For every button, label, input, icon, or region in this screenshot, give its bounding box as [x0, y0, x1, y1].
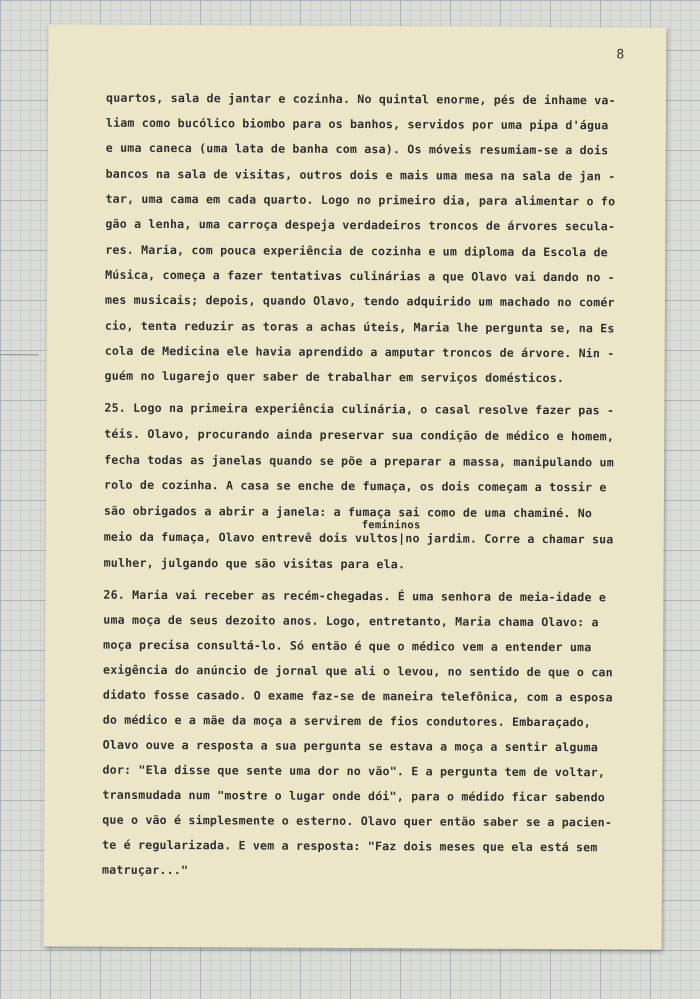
text-line: que o vão é simplesmente o esterno. Olavo quer então saber se a pacien-	[102, 812, 613, 830]
text-line: e uma caneca (uma lata de banha com asa). Os móveis resumiam-se a dois	[105, 140, 609, 158]
text-line: cola de Medicina ele havia aprendido a amputar troncos de árvore. Nin -	[104, 343, 615, 361]
text-line: 25. Logo na primeira experiência culinária, o casal resolve fazer pas -	[104, 400, 615, 418]
text-line: te é regularizada. E vem a resposta: "Faz dois meses que ela está sem	[102, 837, 598, 855]
text-line: cio, tenta reduzir as toras a achas úteis, Maria lhe pergunta se, na Es	[104, 318, 615, 336]
paragraph-26	[101, 587, 623, 878]
typed-insertion: femininos	[361, 519, 421, 532]
text-line: fecha todas as janelas quando se põe a preparar a massa, manipulando um	[104, 452, 614, 470]
text-line: rolo de cozinha. A casa se enche de fumaça, os dois começam a tossir e	[103, 477, 607, 495]
text-line: Olavo ouve a resposta a sua pergunta se estava a moça a sentir alguma	[102, 737, 599, 755]
text-line: guém no lugarejo quer saber de trabalhar em serviços domésticos.	[104, 368, 565, 386]
text-line: quartos, sala de jantar e cozinha. No quintal enorme, pés de inhame va-	[105, 90, 616, 108]
text-line: meio da fumaça, Olavo entrevê dois vultos|no jardim. Corre a chamar sua	[103, 529, 614, 547]
text-line: uma moça de seus dezoito anos. Logo, entretanto, Maria chama Olavo: a	[103, 612, 599, 630]
text-line: bancos na sala de visitas, outros dois e mais uma mesa na sala de jan -	[105, 166, 616, 184]
text-line: dor: "Ela disse que sente uma dor no vão". E a pergunta tem de voltar,	[102, 762, 606, 780]
text-line: 26. Maria vai receber as recém-chegadas. É uma senhora de meia-idade e	[103, 587, 607, 605]
text-line: mes musicais; depois, quando Olavo, tendo adquirido um machado no comér	[104, 292, 615, 310]
text-line: do médico e a mãe da moça a servirem de fios condutores. Embaraçado,	[102, 712, 592, 730]
page-number: 8	[616, 47, 625, 63]
paragraph-1	[104, 90, 626, 386]
text-line: res. Maria, com pouca experiência de cozinha e um diploma da Escola de	[105, 242, 608, 260]
text-line: téis. Olavo, procurando ainda preservar sua condição de médico e homem,	[104, 426, 615, 444]
text-line: exigência do anúncio de jornal que ali o levou, no sentido de que o can	[103, 662, 613, 680]
text-line: tar, uma cama em cada quarto. Logo no primeiro dia, para alimentar o fo	[105, 191, 616, 209]
typewritten-page	[44, 24, 667, 949]
text-line: didato fosse casado. O exame faz-se de maneira telefônica, com a esposa	[102, 687, 613, 705]
text-line: são obrigados a abrir a janela: a fumaça sai como de uma chaminé. No	[103, 503, 593, 521]
text-line: Música, começa a fazer tentativas culinárias a que Olavo vai dando no -	[105, 267, 615, 285]
text-line: moça precisa consultá-lo. Só então é que o médico vem a entender uma	[103, 637, 592, 655]
text-line: liam como bucólico biombo para os banhos, servidos por uma pipa d'água	[105, 115, 609, 133]
text-line: mulher, julgando que são visitas para ela.	[103, 555, 406, 572]
paragraph-25	[103, 400, 624, 572]
text-line: gão a lenha, uma carroça despeja verdadeiros troncos de árvores secula-	[105, 216, 616, 234]
text-line: transmudada num "mostre o lugar onde dói", para o médido ficar sabendo	[102, 787, 606, 805]
text-line: matruçar..."	[101, 862, 189, 878]
margin-mark	[0, 354, 39, 355]
